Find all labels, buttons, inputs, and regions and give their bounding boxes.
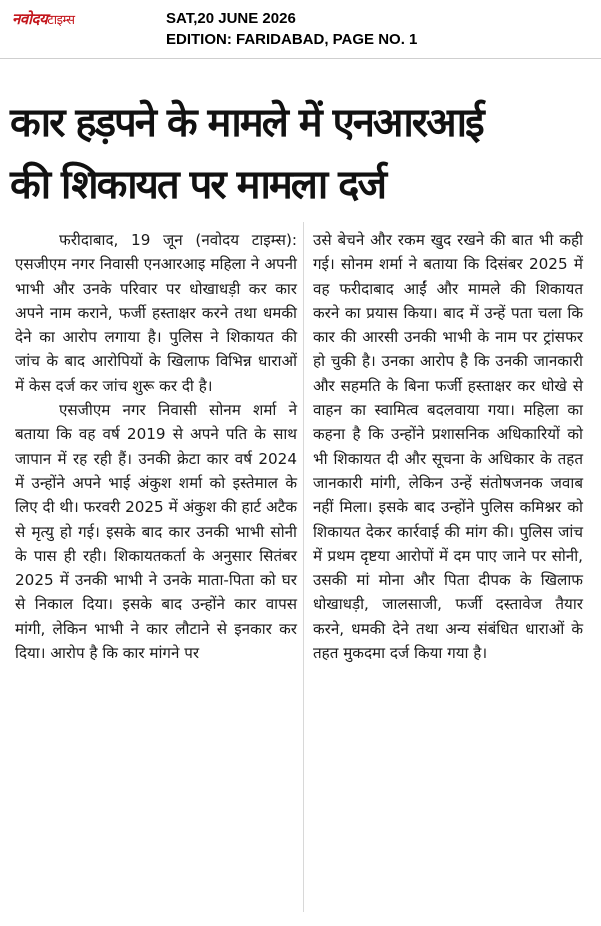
article-paragraph-3: उसे बेचने और रकम खुद रखने की बात भी कही गई। सोनम शर्मा ने बताया कि दिसंबर 2025 में वह फरीदाबाद आईं और मामले की शिकायत करने का प्रयास किया। बाद में उन्हें पता चला कि कार की आरसी उनकी भाभी के नाम पर ट्रांसफर हो चुकी है। उनका आरोप है कि उनकी जानकारी और सहमति के बिना फर्जी हस्ताक्षर कर धोखे से वाहन का स्वामित्व बदलवाया गया। महिला का कहना है कि उन्होंने प्रशासनिक अधिकारियों को भी शिकायत दी और सूचना के अधिकार के तहत जानकारी मांगी, लेकिन उन्हें संतोषजनक जवाब नहीं मिला। इसके बाद उन्होंने पुलिस कमिश्नर को शिकायत देकर कार्रवाई की मांग की। पुलिस जांच में प्रथम दृष्टया आरोपों में दम पाए जाने पर सोनी, उसकी मां मोना और पिता दीपक के खिलाफ धोखाधड़ी, जालसाजी, फर्जी दस्तावेज तैयार करने, धमकी देने तथा अन्य संबंधित धाराओं के तहत मुकदमा दर्ज किया गया है। <box>313 231 583 663</box>
edition-info <box>166 8 417 50</box>
column-divider <box>303 222 304 912</box>
logo-times-text: टाइम्स <box>47 13 75 28</box>
article-column-right <box>313 228 583 665</box>
article-headline <box>10 92 596 216</box>
logo-hindi-text: नवोदय <box>12 10 48 28</box>
article-paragraph-2: एसजीएम नगर निवासी सोनम शर्मा ने बताया कि वह वर्ष 2019 से अपने पति के साथ जापान में रह रही हैं। उनकी क्रेटा कार वर्ष 2024 में उन्होंने अपने भाई अंकुश शर्मा को इस्तेमाल के लिए दी थी। फरवरी 2025 में अंकुश की हार्ट अटैक से मृत्यु हो गई। इसके बाद कार उनकी भाभी सोनी के पास ही रही। शिकायतकर्ता के अनुसार सितंबर 2025 में उनकी भाभी ने उनके माता-पिता को घर से निकाल दिया। इसके बाद उन्होंने कार वापस मांगी, लेकिन भाभी ने कार लौटाने से इनकार कर दिया। आरोप है कि कार मांगने पर <box>15 401 297 663</box>
article-column-left <box>15 228 297 665</box>
edition-line: EDITION: FARIDABAD, PAGE NO. 1 <box>166 31 418 48</box>
page-header <box>0 0 601 59</box>
date-line: SAT,20 JUNE 2026 <box>166 10 296 27</box>
newspaper-logo <box>12 9 75 29</box>
article-paragraph-1: फरीदाबाद, 19 जून (नवोदय टाइम्स): एसजीएम नगर निवासी एनआरआइ महिला ने अपनी भाभी और उनके परिवार पर धोखाधड़ी कर कार अपने नाम कराने, फर्जी हस्ताक्षर करने तथा धमकी देने का आरोप लगाया है। पुलिस ने शिकायत की जांच के बाद आरोपियों के खिलाफ विभिन्न धाराओं में केस दर्ज कर जांच शुरू कर दी है। <box>15 231 297 395</box>
headline-line-2: की शिकायत पर मामला दर्ज <box>10 162 386 208</box>
headline-line-1: कार हड़पने के मामले में एनआरआई <box>10 100 483 146</box>
